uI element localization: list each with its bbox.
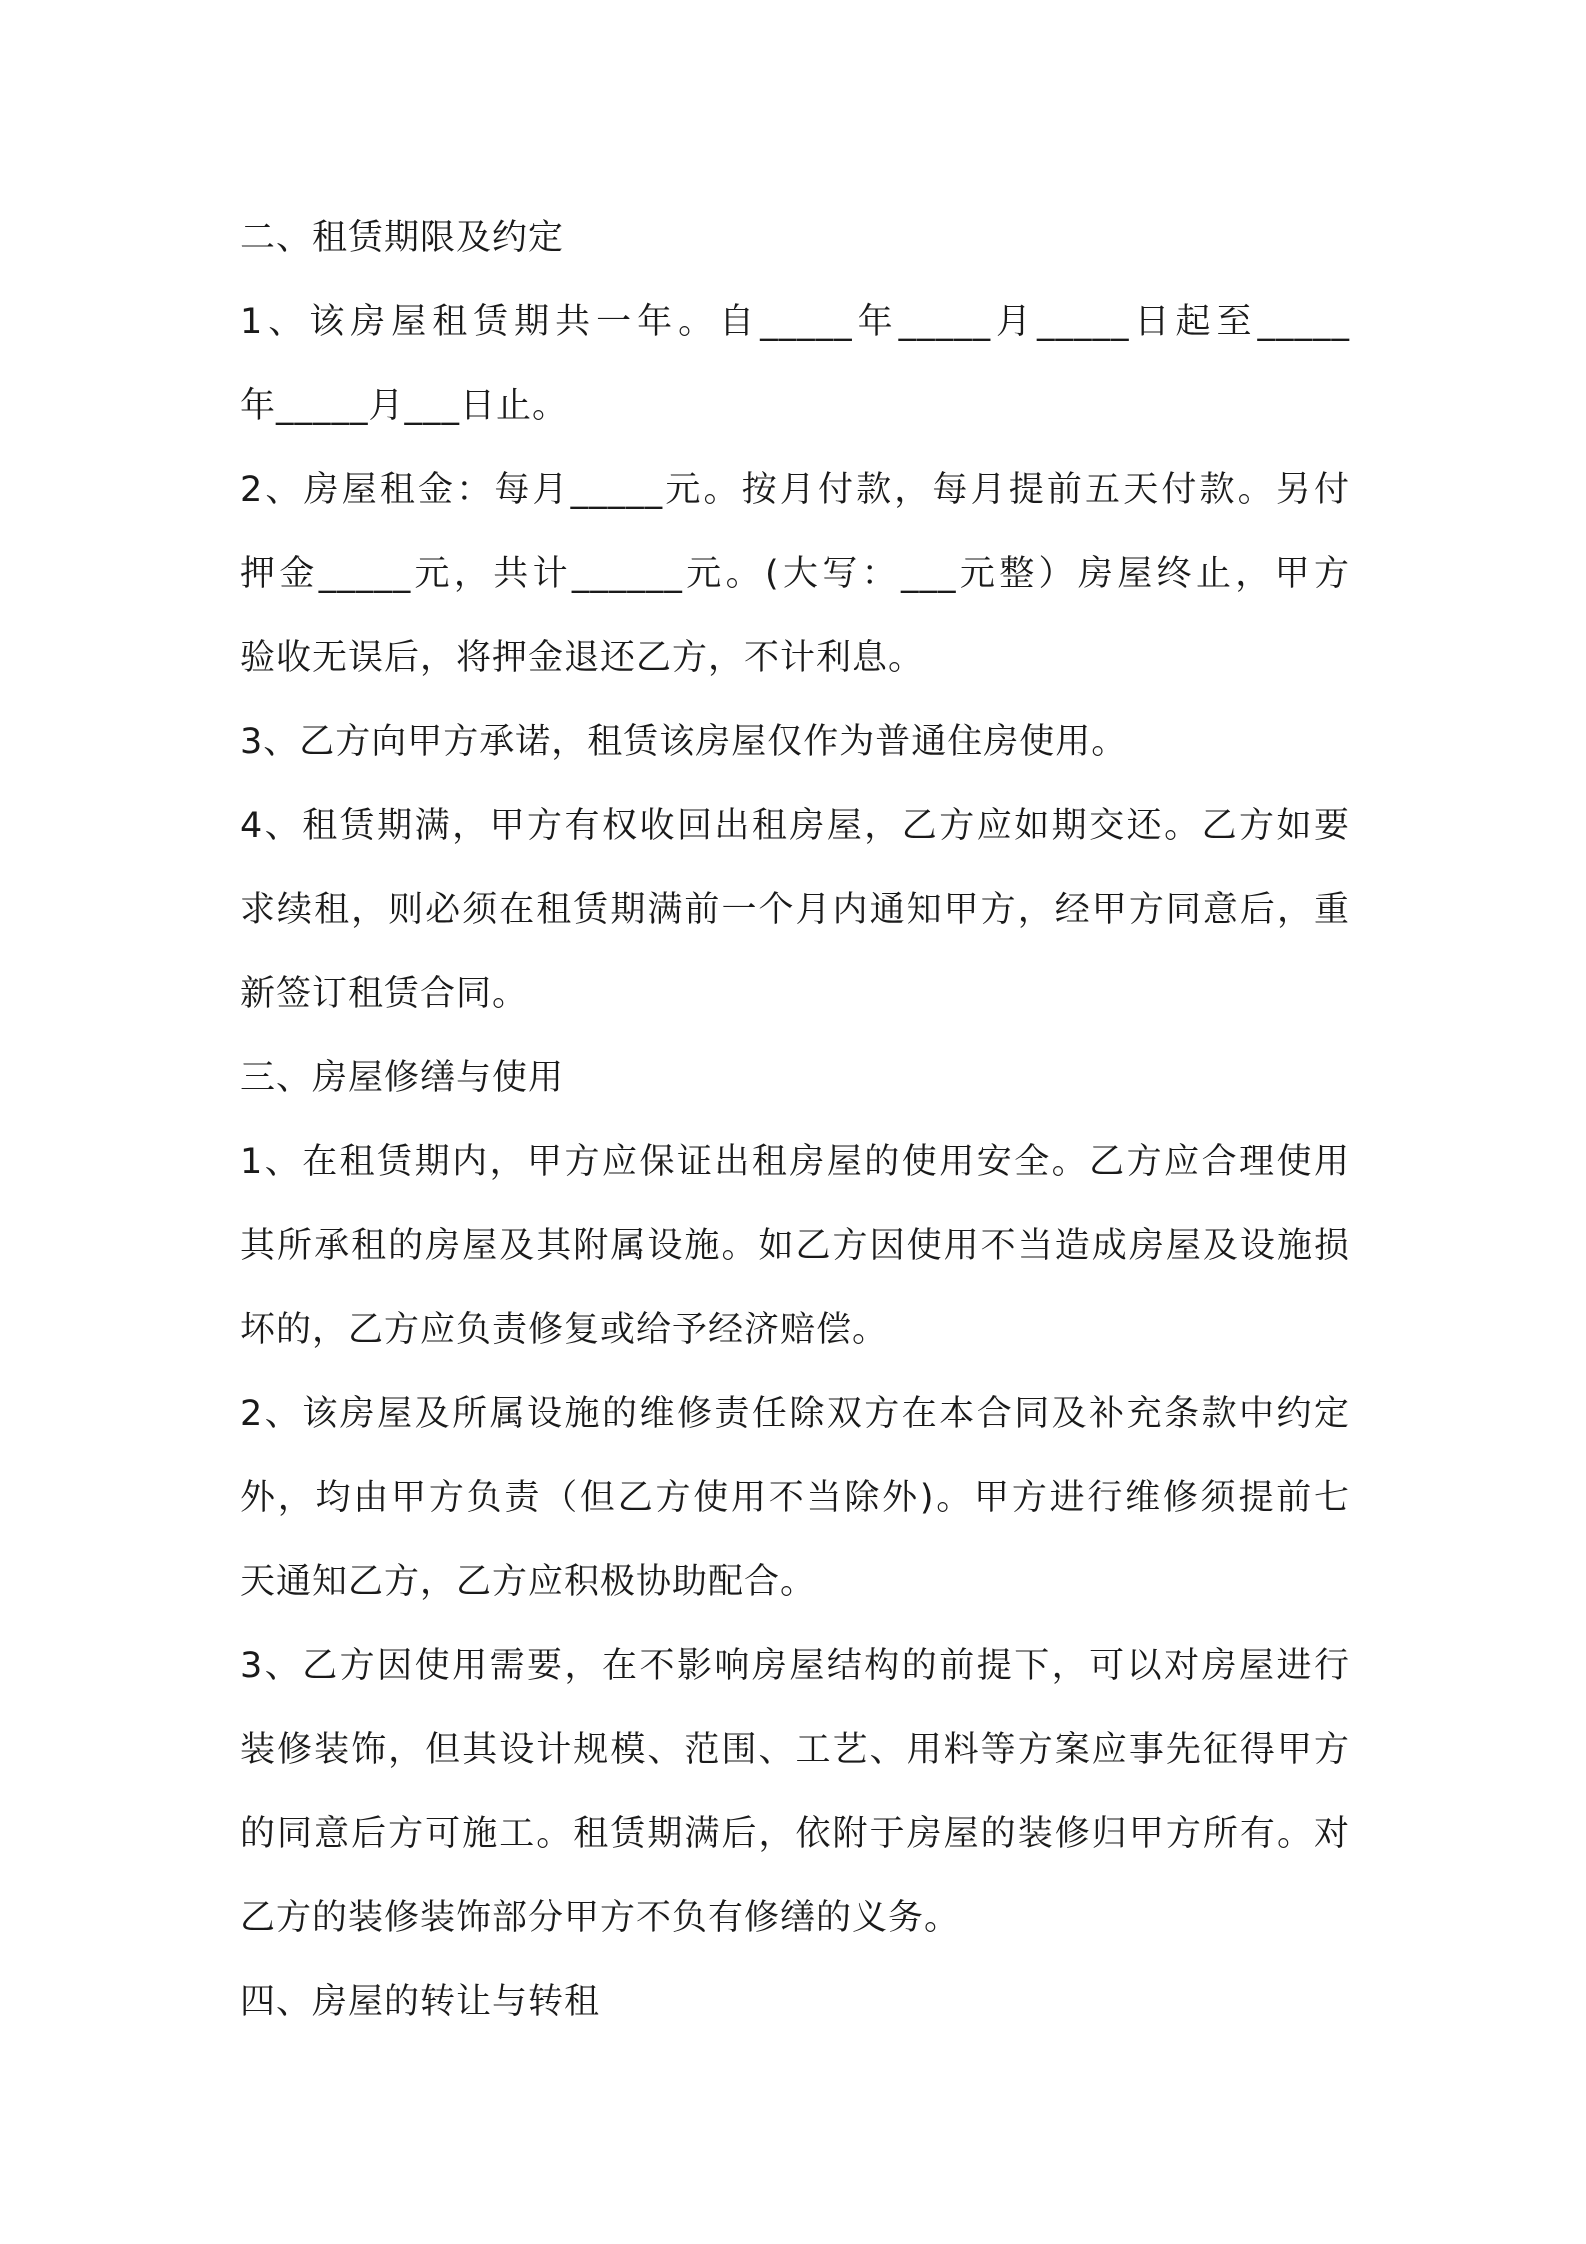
document-body — [240, 196, 1350, 2044]
text-line: 4、租赁期满，甲方有权收回出租房屋，乙方应如期交还。乙方如要 — [240, 806, 1350, 846]
text-line: 天通知乙方，乙方应积极协助配合。 — [240, 1562, 817, 1602]
text-line: 装修装饰，但其设计规模、范围、工艺、用料等方案应事先征得甲方 — [240, 1730, 1350, 1770]
text-line: 2、该房屋及所属设施的维修责任除双方在本合同及补充条款中约定 — [240, 1394, 1350, 1434]
section-heading: 二、租赁期限及约定 — [240, 218, 565, 258]
text-line: 新签订租赁合同。 — [240, 974, 529, 1014]
text-line: 外，均由甲方负责（但乙方使用不当除外)。甲方进行维修须提前七 — [240, 1478, 1350, 1518]
text-line: 验收无误后，将押金退还乙方，不计利息。 — [240, 638, 925, 678]
text-line: 3、乙方向甲方承诺，租赁该房屋仅作为普通住房使用。 — [240, 722, 1128, 762]
text-line: 求续租，则必须在租赁期满前一个月内通知甲方，经甲方同意后，重 — [240, 890, 1350, 930]
section-heading: 四、房屋的转让与转租 — [240, 1982, 601, 2022]
section-heading: 三、房屋修缮与使用 — [240, 1058, 565, 1098]
text-line: 1、在租赁期内，甲方应保证出租房屋的使用安全。乙方应合理使用 — [240, 1142, 1350, 1182]
text-line: 押金_____元，共计______元。(大写：___元整）房屋终止，甲方 — [240, 554, 1350, 594]
text-line: 1、该房屋租赁期共一年。自_____年_____月_____日起至_____ — [240, 302, 1350, 342]
text-line: 3、乙方因使用需要，在不影响房屋结构的前提下，可以对房屋进行 — [240, 1646, 1350, 1686]
text-line: 其所承租的房屋及其附属设施。如乙方因使用不当造成房屋及设施损 — [240, 1226, 1350, 1266]
text-line: 坏的，乙方应负责修复或给予经济赔偿。 — [240, 1310, 889, 1350]
text-line: 乙方的装修装饰部分甲方不负有修缮的义务。 — [240, 1898, 961, 1938]
text-line: 2、房屋租金：每月_____元。按月付款，每月提前五天付款。另付 — [240, 470, 1350, 510]
text-line: 的同意后方可施工。租赁期满后，依附于房屋的装修归甲方所有。对 — [240, 1814, 1350, 1854]
text-line: 年_____月___日止。 — [240, 386, 569, 426]
